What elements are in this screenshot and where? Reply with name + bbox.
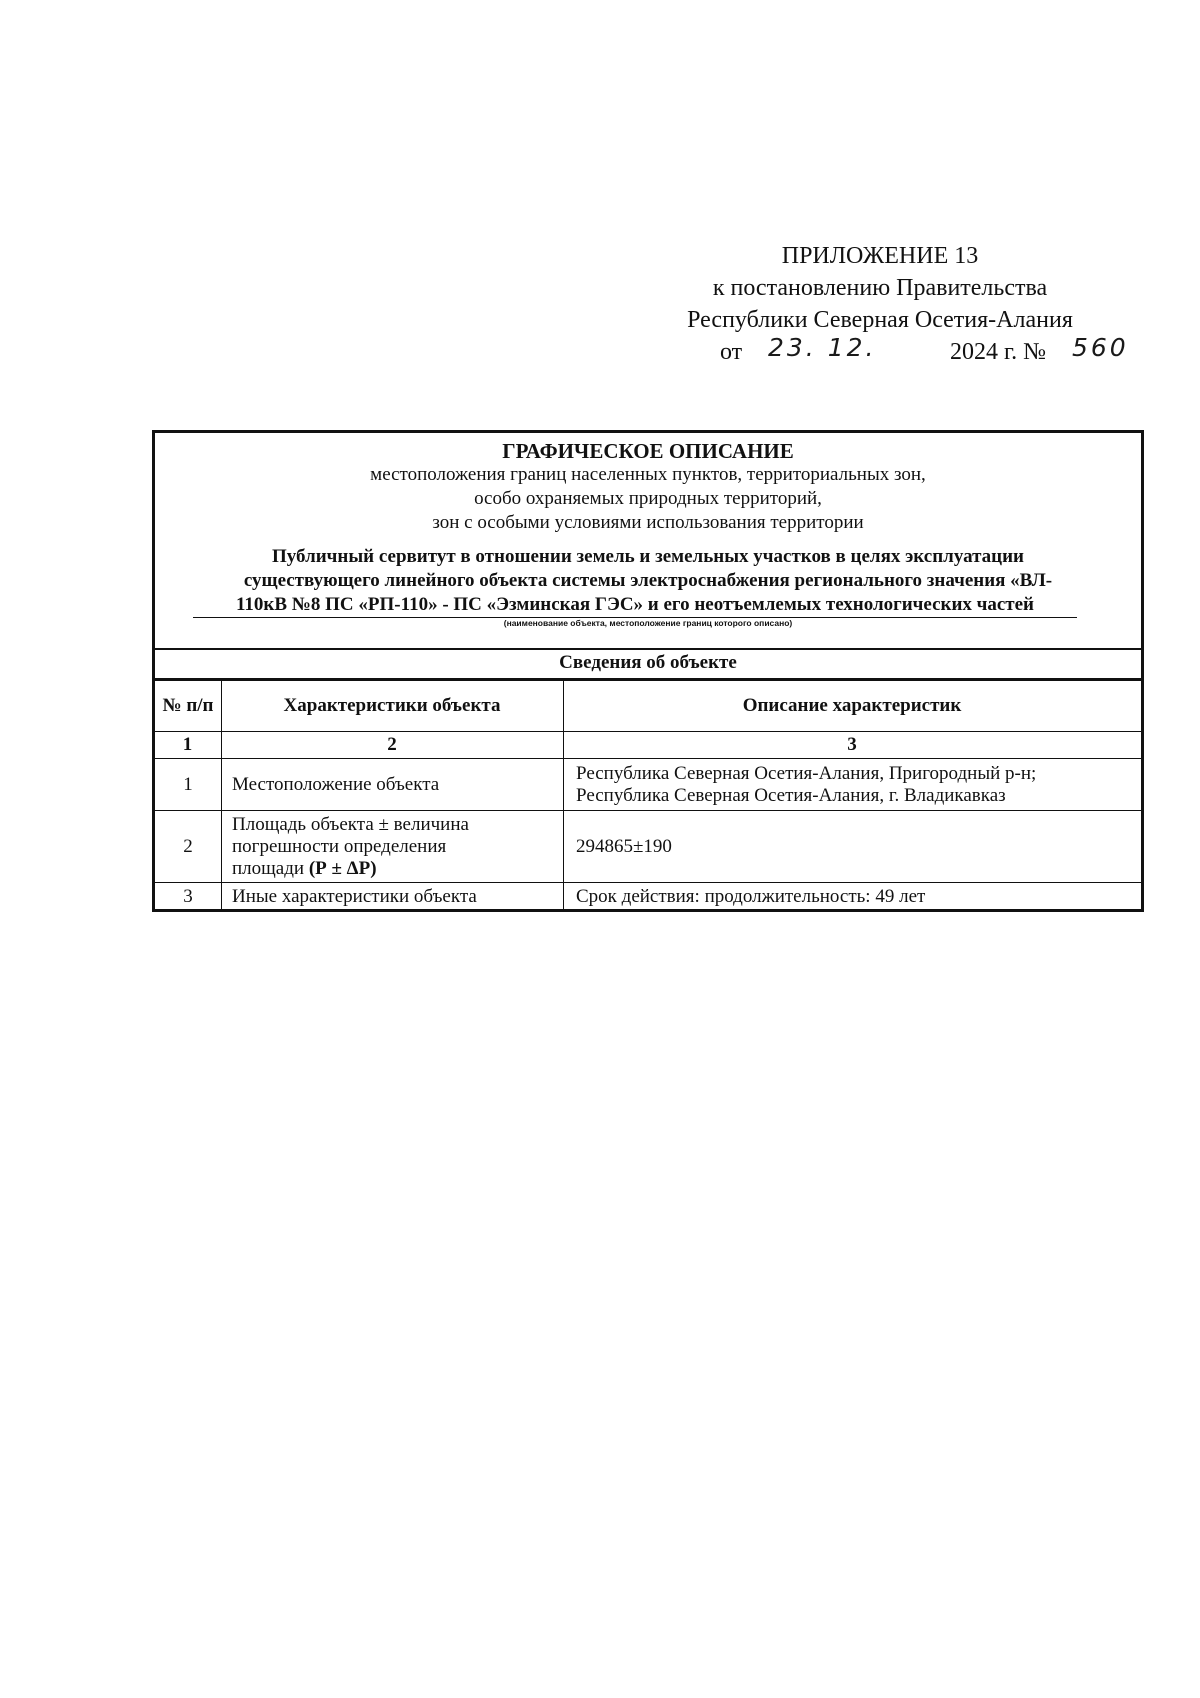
index-cell-1: 1 <box>155 732 222 759</box>
row-num: 3 <box>155 883 222 911</box>
section-title: Сведения об объекте <box>559 652 737 673</box>
row-characteristic-line-3 <box>232 858 562 880</box>
table-header-row <box>155 680 1141 732</box>
doc-subtitle-1: местоположения границ населенных пунктов, территориальных зон, <box>370 464 926 485</box>
doc-title: ГРАФИЧЕСКОЕ ОПИСАНИЕ <box>502 439 794 463</box>
table-row <box>155 759 1141 811</box>
handwritten-number: 560 <box>1072 333 1129 362</box>
doc-subtitle-3: зон с особыми условиями использования территории <box>432 512 864 533</box>
header-description: Описание характеристик <box>564 680 1142 732</box>
index-cell-3: 3 <box>564 732 1142 759</box>
appendix-date-line <box>640 333 1129 368</box>
table-index-row <box>155 732 1141 759</box>
appendix-line-1: к постановлению Правительства <box>712 275 1048 301</box>
row-description <box>564 759 1142 811</box>
header-num: № п/п <box>155 680 222 732</box>
appendix-line-2: Республики Северная Осетия-Алания <box>687 307 1073 333</box>
appendix-block <box>640 240 1129 368</box>
header-characteristic: Характеристики объекта <box>222 680 564 732</box>
row-characteristic-line-2: погрешности определения <box>232 835 447 857</box>
year-label: 2024 г. № <box>950 339 1047 365</box>
table-row <box>155 883 1141 911</box>
appendix-title: ПРИЛОЖЕНИЕ 13 <box>781 243 979 269</box>
row-characteristic: Местоположение объекта <box>222 759 564 811</box>
table-row <box>155 811 1141 883</box>
frame-header <box>155 433 1141 628</box>
row-description: 294865±190 <box>564 811 1142 883</box>
from-label: от <box>720 339 743 365</box>
object-line-1: Публичный сервитут в отношении земель и земельных участков в целях эксплуатации <box>272 546 1024 567</box>
graphic-description-frame <box>152 430 1144 912</box>
object-info-table <box>155 678 1141 911</box>
row-description-line-2: Республика Северная Осетия-Алания, г. Владикавказ <box>576 784 1006 806</box>
object-line-3: 110кВ №8 ПС «РП-110» - ПС «Эзминская ГЭС» и его неотъемлемых технологических частей <box>193 593 1077 618</box>
row-num: 2 <box>155 811 222 883</box>
doc-subtitle-2: особо охраняемых природных территорий, <box>474 488 822 509</box>
row-characteristic-text: площади <box>232 857 305 879</box>
object-name <box>155 545 1141 618</box>
index-cell-2: 2 <box>222 732 564 759</box>
row-characteristic-formula: (Р ± ΔР) <box>308 857 377 879</box>
row-description-line-1: Республика Северная Осетия-Алания, Пригородный р-н; <box>576 762 1037 784</box>
object-line-2: существующего линейного объекта системы электроснабжения регионального значения «ВЛ- <box>243 570 1053 591</box>
row-description: Срок действия: продолжительность: 49 лет <box>564 883 1142 911</box>
row-num: 1 <box>155 759 222 811</box>
section-divider <box>155 648 1141 650</box>
object-caption: (наименование объекта, местоположение границ которого описано) <box>503 618 793 628</box>
row-characteristic-line-1: Площадь объекта ± величина <box>232 813 469 835</box>
row-characteristic <box>222 811 564 883</box>
handwritten-date: 23. 12. <box>768 333 877 362</box>
row-characteristic: Иные характеристики объекта <box>222 883 564 911</box>
